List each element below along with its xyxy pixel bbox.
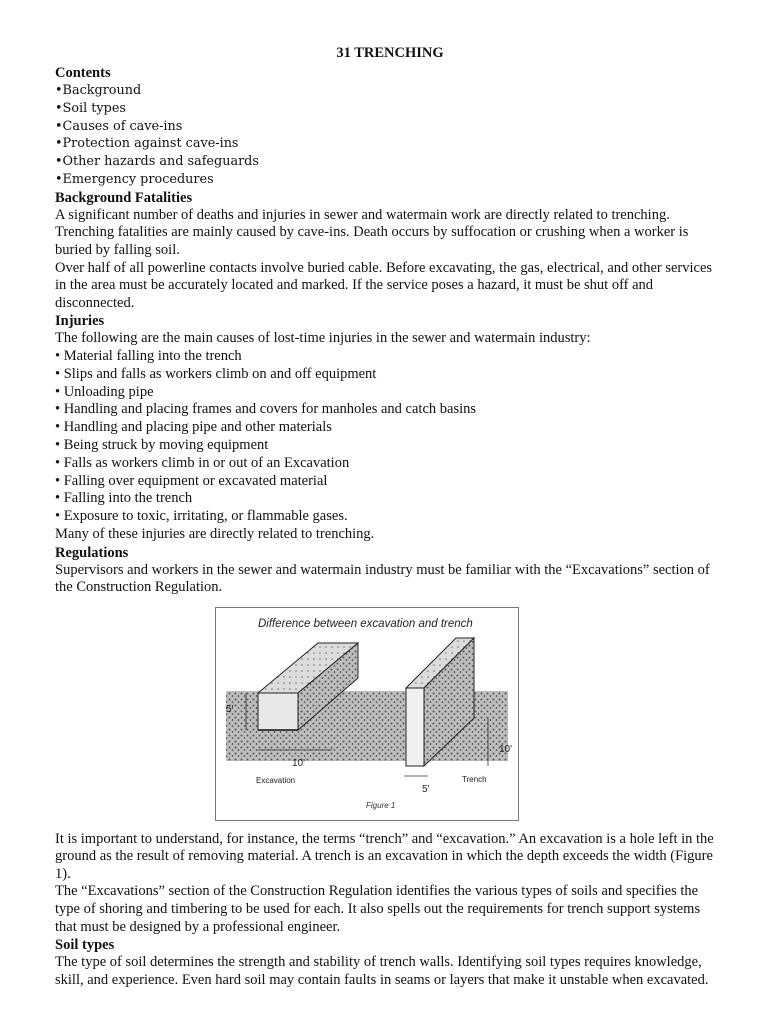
- excavation-trench-diagram: [216, 608, 518, 820]
- regulations-heading: Regulations: [55, 544, 129, 561]
- excavation-floor: [258, 693, 298, 730]
- figure-title: Difference between excavation and trench: [258, 617, 473, 630]
- background-paragraph: Over half of all powerline contacts involve buried cable. Before excavating, the gas, electrical, and other services in the area must be accurately located and marked. If the service poses a hazard, it must be shut off and disconnected.: [55, 259, 713, 311]
- figure-excavation-vs-trench: [215, 607, 519, 821]
- contents-item: •Soil types: [55, 100, 126, 116]
- injuries-heading: Injuries: [55, 313, 105, 330]
- trench-name-label: Trench: [462, 774, 487, 784]
- injuries-list: [55, 348, 715, 526]
- list-item: • Falling over equipment or excavated material: [55, 472, 328, 489]
- list-item: • Slips and falls as workers climb on and off equipment: [55, 365, 377, 382]
- page-title: 31 TRENCHING: [336, 45, 444, 61]
- list-item: • Handling and placing pipe and other materials: [55, 419, 332, 436]
- document-page: [55, 44, 715, 989]
- trench-depth-label: 10': [499, 743, 513, 755]
- excavation-depth-label: 5': [226, 703, 234, 715]
- list-item: • Unloading pipe: [55, 383, 154, 400]
- background-paragraph: A significant number of deaths and injuries in sewer and watermain work are directly related to trenching. Trenching fatalities are mainly caused by cave-ins. Death occurs by suffocation or crushing when a worker is buried by falling soil.: [55, 206, 689, 258]
- injuries-outro: Many of these injuries are directly related to trenching.: [55, 525, 375, 542]
- contents-item: •Background: [55, 83, 142, 98]
- contents-list: [55, 82, 715, 189]
- list-item: • Being struck by moving equipment: [55, 436, 269, 453]
- figure-caption: Figure 1: [366, 800, 396, 810]
- excavation-name-label: Excavation: [256, 775, 296, 785]
- trench-wall: [406, 688, 424, 766]
- regulation-detail-paragraph: The “Excavations” section of the Construction Regulation identifies the various types of soils and specifies the type of shoring and timbering to be used for each. It also spells out the requirements for trench support systems that must be designed by a professional engineer.: [55, 883, 701, 935]
- contents-item: •Emergency procedures: [55, 171, 214, 187]
- soil-types-paragraph: The type of soil determines the strength and stability of trench walls. Identifying soil types requires knowledge, skill, and experience. Even hard soil may contain faults in seams or layers that make it unstable when excavated.: [55, 954, 709, 988]
- contents-item: •Other hazards and safeguards: [55, 154, 259, 170]
- trench-width-label: 5': [422, 783, 430, 795]
- background-heading: Background Fatalities: [55, 189, 193, 206]
- injuries-intro: The following are the main causes of lost-time injuries in the sewer and watermain industry:: [55, 330, 591, 347]
- regulations-paragraph: Supervisors and workers in the sewer and watermain industry must be familiar with the “Excavations” section of the Construction Regulation.: [55, 561, 710, 596]
- list-item: • Falls as workers climb in or out of an Excavation: [55, 454, 350, 471]
- list-item: • Exposure to toxic, irritating, or flammable gases.: [55, 508, 348, 525]
- list-item: • Material falling into the trench: [55, 347, 242, 364]
- list-item: • Falling into the trench: [55, 490, 193, 507]
- contents-item: •Causes of cave-ins: [55, 118, 183, 134]
- excavation-width-label: 10': [292, 757, 306, 769]
- soil-types-heading: Soil types: [55, 937, 115, 954]
- definition-paragraph: It is important to understand, for instance, the terms “trench” and “excavation.” An excavation is a hole left in the ground as the result of removing material. A trench is an excavation in which the depth exceeds the width (Figure 1).: [55, 830, 714, 882]
- contents-heading: Contents: [55, 65, 111, 81]
- contents-item: •Protection against cave-ins: [55, 136, 239, 152]
- list-item: • Handling and placing frames and covers for manholes and catch basins: [55, 401, 477, 418]
